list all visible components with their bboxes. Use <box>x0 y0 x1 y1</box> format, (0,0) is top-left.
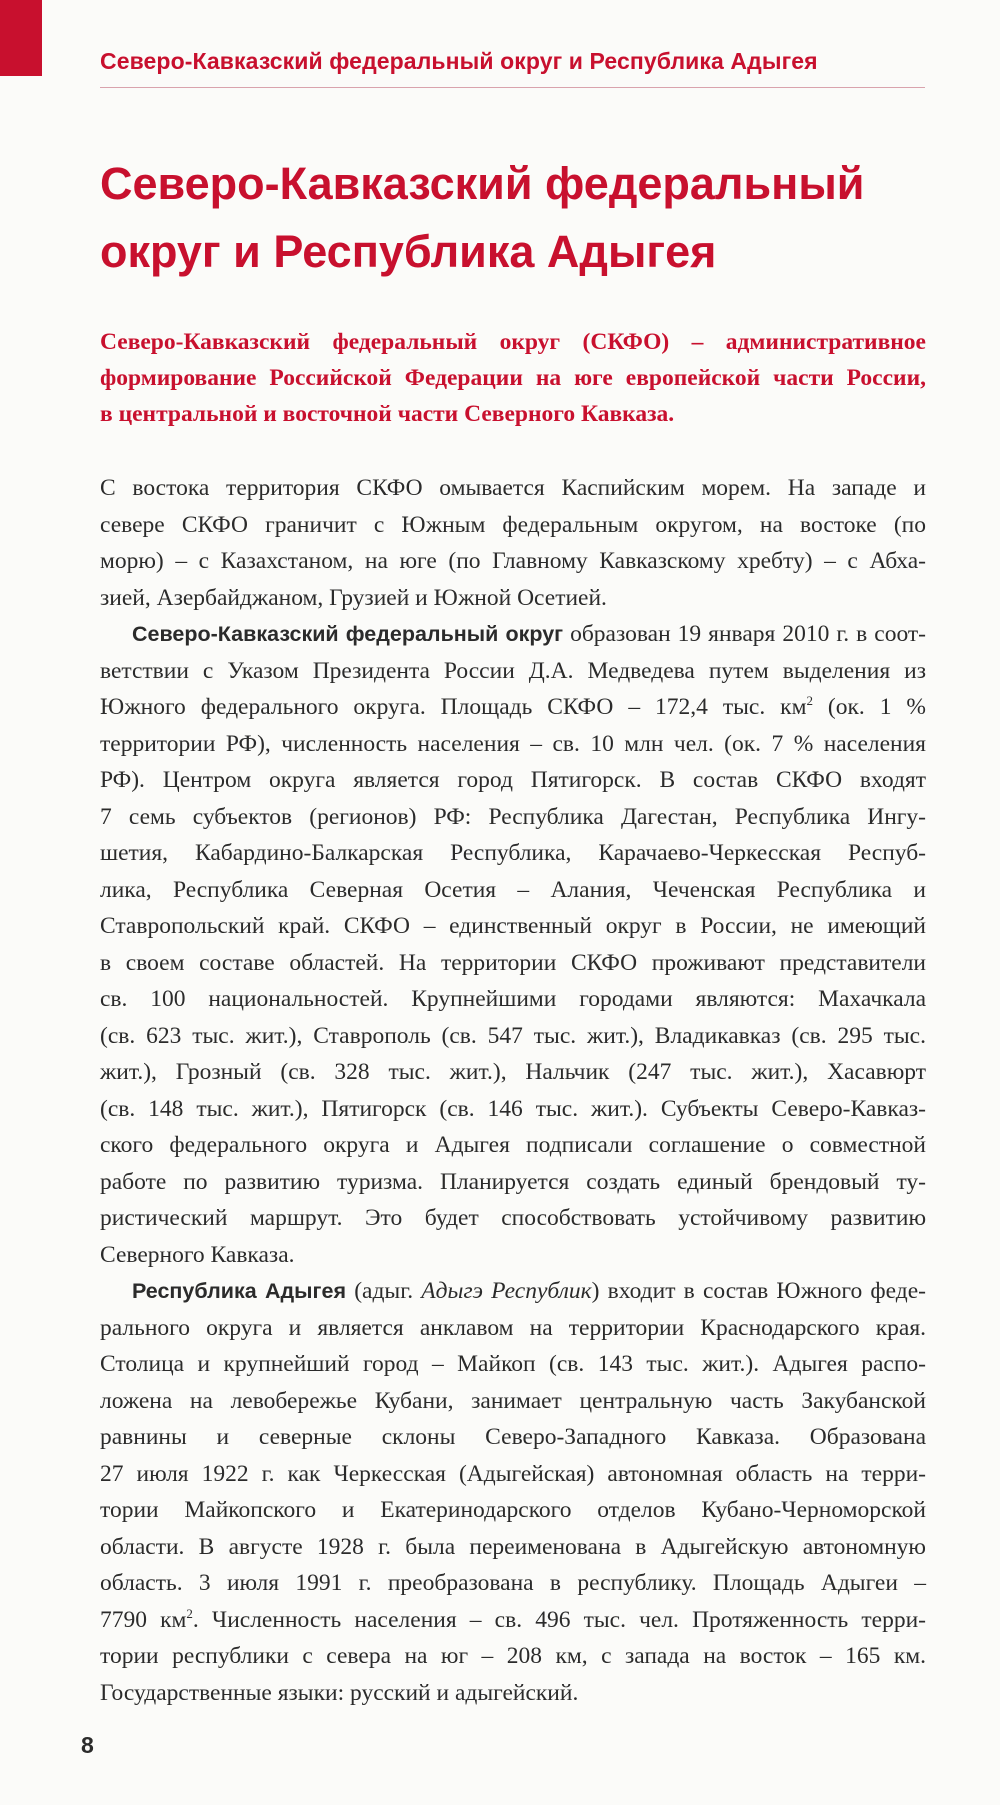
text-fragment: (ок. 1 % <box>812 694 926 720</box>
text-line: лика, Республика Северная Осетия – Алания, Чеченская Республика и <box>100 876 926 903</box>
text-line: ветствии с Указом Президента России Д.А. Медведева путем выделения из <box>100 657 926 684</box>
text-line: рального округа и является анклавом на территории Краснодарского края. <box>100 1314 926 1341</box>
text-line: территории РФ), численность населения – св. 10 млн чел. (ок. 7 % населения <box>100 730 926 757</box>
text-line: Столица и крупнейший город – Майкоп (св. 143 тыс. жит.). Адыгея распо- <box>100 1351 926 1377</box>
paragraph-borders <box>100 470 926 616</box>
text-line: св. 100 национальностей. Крупнейшими городами являются: Махачкала <box>100 986 926 1012</box>
lead-line: формирование Российской Федерации на юге европейской части России, <box>100 365 926 391</box>
italic-native-name: Адыгэ Республик <box>421 1278 592 1304</box>
text-line: Государственные языки: русский и адыгейский. <box>100 1679 579 1706</box>
text-line: зией, Азербайджаном, Грузией и Южной Осетией. <box>100 584 607 611</box>
text-line: Северного Кавказа. <box>100 1241 295 1268</box>
text-line <box>100 1273 926 1310</box>
text-line: (св. 623 тыс. жит.), Ставрополь (св. 547 тыс. жит.), Владикавказ (св. 295 тыс. <box>100 1022 926 1049</box>
text-line: С востока территория СКФО омывается Каспийским морем. На западе и <box>100 475 926 501</box>
lead-line: Северо-Кавказский федеральный округ (СКФО) – административное <box>100 329 926 355</box>
page-number: 8 <box>81 1732 94 1758</box>
text-line: работе по развитию туризма. Планируется создать единый брендовый ту- <box>100 1168 926 1195</box>
text-line: ского федерального округа и Адыгея подписали соглашение о совместной <box>100 1132 926 1158</box>
text-line: Ставропольский край. СКФО – единственный округ в России, не имеющий <box>100 913 926 939</box>
lead-paragraph <box>100 324 926 432</box>
page-title <box>100 150 940 286</box>
text-line: ристический маршрут. Это будет способствовать устойчивому развитию <box>100 1205 926 1231</box>
text-line: области. В августе 1928 г. была переименована в Адыгейскую автономную <box>100 1533 926 1560</box>
header-divider <box>100 87 925 88</box>
text-line: в своем составе областей. На территории СКФО проживают представители <box>100 949 926 976</box>
text-line <box>100 1602 926 1639</box>
text-line: морю) – с Казахстаном, на юге (по Главному Кавказскому хребту) – с Абха- <box>100 548 926 574</box>
text-line: жит.), Грозный (св. 328 тыс. жит.), Нальчик (247 тыс. жит.), Хасавюрт <box>100 1059 926 1085</box>
paragraph-adygea <box>100 1273 926 1711</box>
text-fragment: . Численность населения – св. 496 тыс. чел. Протяженность терри- <box>192 1606 926 1633</box>
text-line <box>100 616 926 653</box>
text-line: тории республики с севера на юг – 208 км, с запада на восток – 165 км. <box>100 1643 926 1669</box>
text-line: (св. 148 тыс. жит.), Пятигорск (св. 146 тыс. жит.). Субъекты Северо-Кавказ- <box>100 1095 926 1122</box>
running-header: Северо-Кавказский федеральный округ и Республика Адыгея <box>100 48 818 74</box>
text-fragment: Южного федерального округа. Площадь СКФО – 172,4 тыс. км <box>100 694 807 720</box>
text-fragment: 7790 км <box>100 1606 187 1633</box>
paragraph-skfo <box>100 616 926 1273</box>
run-in-heading-adygea: Республика Адыгея <box>132 1279 347 1303</box>
text-line: 7 семь субъектов (регионов) РФ: Республика Дагестан, Республика Ингу- <box>100 803 926 830</box>
run-in-heading-skfo: Северо-Кавказский федеральный округ <box>132 622 564 646</box>
text-line: 27 июля 1922 г. как Черкесская (Адыгейская) автономная область на терри- <box>100 1460 926 1487</box>
text-line <box>100 689 926 726</box>
text-line: РФ). Центром округа является город Пятигорск. В состав СКФО входят <box>100 767 926 793</box>
title-line: Северо-Кавказский федеральный <box>100 158 865 209</box>
text-fragment: ) входит в состав Южного феде- <box>591 1278 926 1304</box>
text-fragment: (адыг. <box>346 1278 422 1304</box>
text-line: ложена на левобережье Кубани, занимает центральную часть Закубанской <box>100 1387 926 1414</box>
text-fragment: образован 19 января 2010 г. в соот- <box>563 621 926 647</box>
text-line: область. 3 июля 1991 г. преобразована в республику. Площадь Адыгеи – <box>100 1570 926 1596</box>
superscript: 2 <box>186 1605 193 1621</box>
body-text <box>100 470 926 1711</box>
text-line: севере СКФО граничит с Южным федеральным округом, на востоке (по <box>100 511 926 538</box>
title-line: округ и Республика Адыгея <box>100 226 717 277</box>
page-corner-mark <box>0 0 42 76</box>
superscript: 2 <box>806 693 813 709</box>
text-line: равнины и северные склоны Северо-Западного Кавказа. Образована <box>100 1424 926 1450</box>
text-line: шетия, Кабардино-Балкарская Республика, Карачаево-Черкесская Респуб- <box>100 840 926 866</box>
text-line: тории Майкопского и Екатеринодарского отделов Кубано-Черноморской <box>100 1497 926 1523</box>
lead-line: в центральной и восточной части Северного Кавказа. <box>100 401 675 427</box>
